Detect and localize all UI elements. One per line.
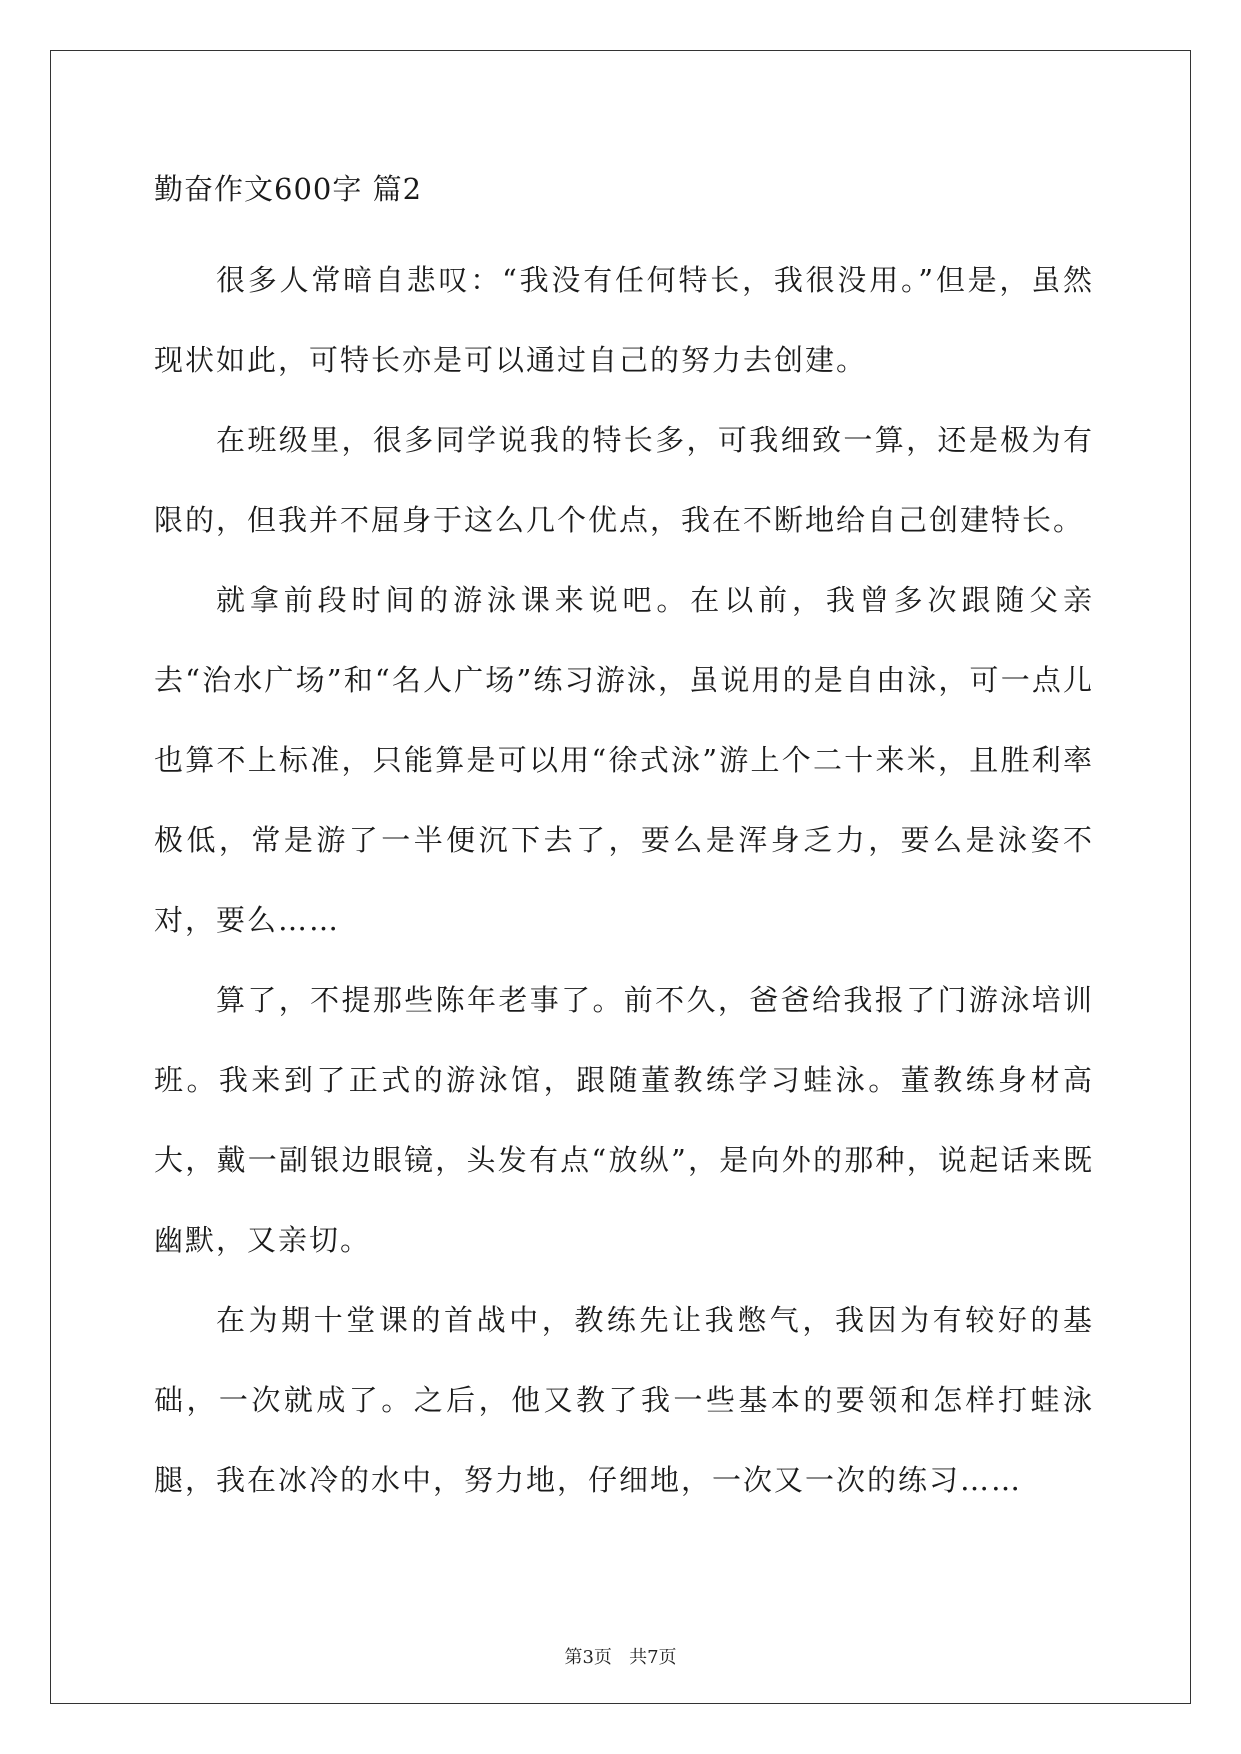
page-footer xyxy=(0,1646,1241,1670)
paragraph: 就拿前段时间的游泳课来说吧。在以前，我曾多次跟随父亲去“治水广场”和“名人广场”练习游泳，虽说用的是自由泳，可一点儿也算不上标准，只能算是可以用“徐式泳”游上个二十来米，且胜利率极低，常是游了一半便沉下去了，要么是浑身乏力，要么是泳姿不对，要么…… xyxy=(154,583,1094,937)
paragraph: 算了，不提那些陈年老事了。前不久，爸爸给我报了门游泳培训班。我来到了正式的游泳馆，跟随董教练学习蛙泳。董教练身材高大，戴一副银边眼镜，头发有点“放纵”，是向外的那种，说起话来既幽默，又亲切。 xyxy=(154,983,1094,1257)
paragraph: 在为期十堂课的首战中，教练先让我憋气，我因为有较好的基础，一次就成了。之后，他又教了我一些基本的要领和怎样打蛙泳腿，我在冰冷的水中，努力地，仔细地，一次又一次的练习…… xyxy=(154,1303,1094,1497)
page-total: 共7页 xyxy=(629,1647,677,1668)
document-body xyxy=(154,167,1094,1520)
paragraph: 在班级里，很多同学说我的特长多，可我细致一算，还是极为有限的，但我并不屈身于这么几个优点，我在不断地给自己创建特长。 xyxy=(154,423,1094,537)
page-number: 第3页 xyxy=(564,1647,612,1668)
footer-spacer xyxy=(612,1647,629,1668)
paragraph: 很多人常暗自悲叹：“我没有任何特长，我很没用。”但是，虽然现状如此，可特长亦是可以通过自己的努力去创建。 xyxy=(154,263,1094,377)
document-title: 勤奋作文600字 篇2 xyxy=(154,172,423,206)
